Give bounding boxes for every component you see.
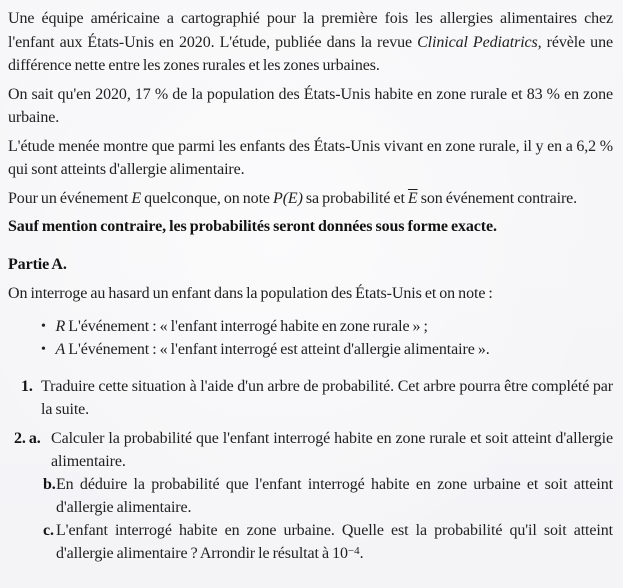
question-2a-number: 2. a.	[14, 429, 41, 447]
question-1-number: 1.	[21, 377, 33, 395]
probability-pe-symbol: P(E)	[273, 189, 303, 207]
list-item-event-r	[41, 315, 613, 339]
intro-paragraph-study	[8, 7, 613, 78]
event-a-definition	[56, 338, 614, 362]
bullet-icon: •	[41, 342, 46, 357]
event-a-text: L'événement : « l'enfant interrogé est atteint d'allergie alimentaire ».	[65, 341, 490, 358]
notation-text-2: quelconque, on note	[141, 189, 274, 207]
event-e-bar-symbol: $\overline{E}$	[407, 189, 418, 207]
question-1	[8, 375, 613, 422]
question-2c-number: c.	[43, 521, 54, 539]
event-e-symbol: E	[131, 189, 142, 207]
question-2b-number: b.	[43, 475, 56, 493]
question-2c-text-end: .	[359, 544, 364, 562]
event-r-symbol: R	[55, 317, 66, 335]
intro-paragraph-population: On sait qu'en 2020, 17 % de la population des États-Unis habite en zone rurale et 83 % en zone urbaine.	[8, 85, 613, 126]
exact-form-notice: Sauf mention contraire, les probabilités seront données sous forme exacte.	[8, 218, 497, 235]
list-item-event-a	[41, 338, 613, 362]
intro-paragraph-rural-allergy: L'étude menée montre que parmi les enfants des États-Unis vivant en zone rurale, il y en a 6,2 % qui sont atteints d'allergie alimentaire.	[8, 137, 613, 178]
question-2b	[8, 473, 613, 519]
question-2c	[8, 519, 613, 565]
event-a-symbol: A	[55, 341, 66, 358]
notation-text-3: sa probabilité et	[302, 189, 408, 207]
question-2c-text-main: L'enfant interrogé habite en zone urbaine. Quelle est la probabilité qu'il soit atteint d'allergie alimentaire ? Arrondir le résultat à 10	[56, 521, 613, 562]
exponent-minus-4: −4	[347, 544, 360, 557]
part-a-heading: Partie A.	[8, 255, 67, 273]
question-2b-text: En déduire la probabilité que l'enfant interrogé habite en zone urbaine et soit atteint d'allergie alimentaire.	[56, 475, 613, 516]
question-1-text: Traduire cette situation à l'aide d'un arbre de probabilité. Cet arbre pourra être complété par la suite.	[41, 377, 613, 418]
notation-text-1: Pour un événement	[8, 189, 132, 207]
question-2a	[8, 427, 613, 473]
event-r-definition	[56, 315, 614, 339]
intro-paragraph-study-text: Une équipe américaine a cartographié pour la première fois les allergies alimentaires chez l'enfant aux États-Unis en 2020. L'étude, publiée dans la revue	[8, 10, 613, 51]
events-definition-list	[8, 315, 613, 362]
bullet-icon: •	[41, 318, 46, 334]
question-2a-text: Calculer la probabilité que l'enfant interrogé habite en zone rurale et soit atteint d'allergie alimentaire.	[51, 429, 613, 470]
journal-name: Clinical Pediatrics,	[417, 33, 542, 51]
part-a-intro: On interroge au hasard un enfant dans la population des États-Unis et on note :	[8, 285, 493, 302]
question-2c-text	[56, 519, 613, 565]
notation-text-4: son événement contraire.	[417, 189, 578, 207]
intro-paragraph-study-text-end: révèle une différence nette entre les zones rurales et les zones urbaines.	[8, 33, 613, 74]
event-r-text: L'événement : « l'enfant interrogé habite en zone rurale » ;	[65, 317, 428, 335]
question-2	[8, 427, 613, 565]
intro-paragraph-notation	[8, 187, 613, 211]
